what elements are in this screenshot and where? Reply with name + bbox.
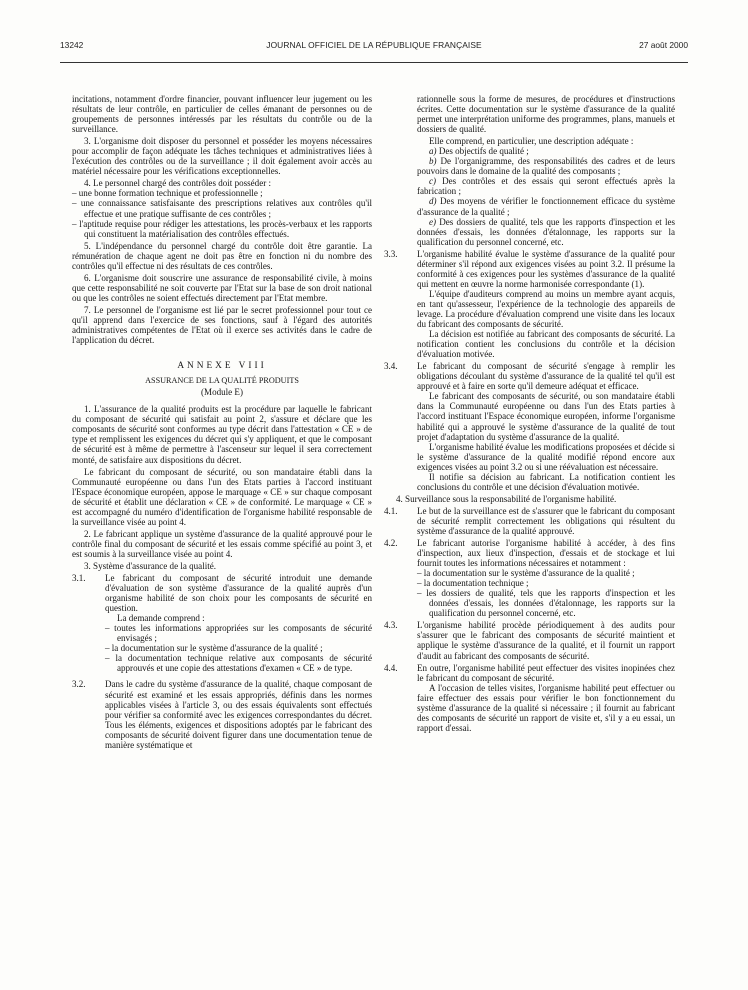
annex-title: ANNEXE VIII (177, 361, 267, 372)
section-number: 3.1. (72, 573, 86, 584)
list-item: – la documentation sur le système d'assurance de la qualité ; (417, 568, 635, 579)
paragraph: En outre, l'organisme habilité peut effectuer des visites inopinées chez le fabricant du composant de sécurité. (417, 662, 675, 683)
list-item: – une connaissance satisfaisante des prescriptions relatives aux contrôles qu'il effectue et une pratique suffisante de ces contrôles ; (72, 198, 372, 219)
numbered-paragraph (384, 361, 675, 391)
item-text: Des dossiers de qualité, tels que les rapports d'inspection et les données d'essais, les données d'étalonnage, les rapports sur la qualification du personnel concerné, etc. (417, 216, 676, 247)
item-text: Des objectifs de qualité ; (438, 146, 529, 157)
publication-date: 27 août 2000 (639, 40, 688, 50)
paragraph: 5. L'indépendance du personnel chargé du contrôle doit être garantie. La rémunération de chaque agent ne doit pas être en fonction ni du nombre des contrôles qu'il effectue ni des résultats de ces contrôles. (72, 240, 372, 271)
paragraph: rationnelle sous la forme de mesures, de procédures et d'instructions écrites. Cette documentation sur le système d'assurance de la qualité permet une interprétation uniforme des programmes, plans, manuels et dossiers de qualité. (417, 94, 675, 135)
paragraph: Le fabricant autorise l'organisme habilité à accéder, à des fins d'inspection, aux lieux d'inspection, d'essais et de stockage et lui fournit toutes les informations nécessaires et notamment : (417, 538, 675, 569)
section-number: 4.4. (384, 662, 398, 673)
item-letter: b) (429, 156, 437, 167)
paragraph: 3. L'organisme doit disposer du personnel et posséder les moyens nécessaires pour accomplir de façon adéquate les tâches techniques et administratives liées à l'exécution des contrôles ou de la surveillance ; il doit également avoir accès au matériel nécessaire pour les vérifications exceptionnelles. (72, 136, 372, 177)
section-number: 4.3. (384, 620, 398, 631)
numbered-paragraph (384, 249, 675, 289)
numbered-paragraph (384, 620, 675, 660)
paragraph: Le but de la surveillance est de s'assurer que le fabricant du composant de sécurité remplit correctement les obligations qui résultent du système d'assurance de la qualité approuvé. (417, 505, 675, 536)
list-item: – une bonne formation technique et professionnelle ; (72, 188, 263, 199)
right-column (384, 94, 675, 733)
page-number: 13242 (60, 40, 84, 50)
paragraph: Le fabricant des composants de sécurité, ou son mandataire établi dans la Communauté européenne ou dans l'un des Etats parties à l'accord instituant l'Espace économique européen, informe l'organisme habilité qui a approuvé le système d'assurance de la qualité de tout projet d'adaptation du système d'assurance de la qualité. (417, 391, 675, 442)
paragraph: L'organisme habilité évalue les modifications proposées et décide si le système d'assurance de la qualité modifié répond encore aux exigences visées au point 3.2 ou si une réévaluation est nécessaire. (417, 441, 675, 472)
numbered-paragraph (72, 573, 372, 613)
annex-module: (Module E) (201, 387, 243, 398)
paragraph: Le fabricant du composant de sécurité, ou son mandataire établi dans la Communauté européenne ou dans l'un des Etats parties à l'accord instituant l'Espace économique européen, appose le marquage « CE » sur chaque composant de sécurité et établit une déclaration « CE » de conformité. Le marquage « CE » est accompagné du numéro d'identification de l'organisme habilité responsable de la surveillance visée au point 4. (72, 466, 372, 527)
item-text: Des contrôles et des essais qui seront effectués après la fabrication ; (417, 176, 675, 197)
paragraph: 6. L'organisme doit souscrire une assurance de responsabilité civile, à moins que cette responsabilité ne soit couverte par l'Etat sur la base de son droit national ou que les contrôles ne soient effectués directement par l'Etat membre. (72, 272, 372, 303)
left-column (72, 94, 372, 750)
paragraph: 4. Le personnel chargé des contrôles doit posséder : (84, 178, 271, 189)
list-item: – la documentation sur le système d'assurance de la qualité ; (105, 643, 323, 654)
paragraph: 7. Le personnel de l'organisme est lié par le secret professionnel pour tout ce qu'il apprend dans l'exercice de ses fonctions, sauf à l'égard des autorités administratives compétentes de l'Etat où il exerce ses activités dans le cadre de l'application du décret. (72, 304, 372, 346)
annex-subtitle: ASSURANCE DE LA QUALITÉ PRODUITS (145, 376, 299, 386)
list-item (384, 156, 675, 176)
list-item (384, 176, 675, 196)
numbered-paragraph (72, 679, 372, 749)
paragraph: L'organisme habilité procède périodiquement à des audits pour s'assurer que le fabricant des composants de sécurité maintient et applique le système d'assurance de la qualité, et il fournit un rapport d'audit au fabricant des composants de sécurité. (417, 620, 675, 661)
journal-title: JOURNAL OFFICIEL DE LA RÉPUBLIQUE FRANÇAISE (266, 40, 482, 50)
paragraph: A l'occasion de telles visites, l'organisme habilité peut effectuer ou faire effectuer des essais pour vérifier le bon fonctionnement du système d'assurance de la qualité si nécessaire ; il fournit au fabricant des composants de sécurité un rapport de visite et, s'il y a eu essai, un rapport d'essai. (417, 682, 675, 733)
list-item: – toutes les informations appropriées sur les composants de sécurité envisagés ; (105, 623, 372, 644)
paragraph: 3. Système d'assurance de la qualité. (84, 560, 217, 571)
list-item (384, 196, 675, 216)
section-number: 4.2. (384, 538, 398, 549)
section-number: 3.4. (384, 361, 398, 372)
numbered-paragraph (384, 663, 675, 683)
list-item: – les dossiers de qualité, tels que les rapports d'inspection et les données d'essais, les données d'étalonnage, les rapports sur la qualification du personnel concerné, etc. (417, 588, 675, 619)
paragraph: Il notifie sa décision au fabricant. La notification contient les conclusions du contrôle et une décision d'évaluation motivée. (417, 471, 675, 492)
paragraph: L'organisme habilité évalue le système d'assurance de la qualité pour déterminer s'il répond aux exigences visées au point 3.2. Il présume la conformité à ces exigences pour les systèmes d'assurance de la qualité qui mettent en œuvre la norme harmonisée correspondante (1). (417, 248, 675, 289)
paragraph: Dans le cadre du système d'assurance de la qualité, chaque composant de sécurité est examiné et les essais appropriés, définis dans les normes applicables visées à l'article 3, ou des essais équivalents sont effectués pour vérifier sa conformité avec les exigences correspondantes du décret. Tous les éléments, exigences et dispositions adoptés par le fabricant des composants de sécurité doivent figurer dans une documentation tenue de manière systématique et (105, 679, 372, 750)
paragraph: La demande comprend : (117, 613, 205, 624)
item-text: De l'organigramme, des responsabilités des cadres et de leurs pouvoirs dans le domaine de la qualité des composants ; (417, 156, 675, 177)
list-item (384, 217, 675, 247)
item-letter: a) (429, 146, 437, 157)
paragraph: 2. Le fabricant applique un système d'assurance de la qualité approuvé pour le contrôle final du composant de sécurité et les essais comme spécifié au point 3, et est soumis à la surveillance visée au point 4. (72, 528, 372, 559)
list-item (384, 146, 675, 156)
paragraph: Le fabricant du composant de sécurité introduit une demande d'évaluation de son système d'assurance de la qualité auprès d'un organisme habilité de son choix pour les composants de sécurité en question. (105, 573, 372, 614)
numbered-paragraph (384, 506, 675, 536)
list-item: – la documentation technique relative aux composants de sécurité approuvés et une copie des attestations d'examen « CE » de type. (105, 653, 372, 674)
section-number: 3.3. (384, 248, 398, 259)
item-text: Des moyens de vérifier le fonctionnement efficace du système d'assurance de la qualité ; (417, 196, 676, 217)
item-letter: c) (429, 176, 437, 187)
paragraph: 4. Surveillance sous la responsabilité de l'organisme habilité. (396, 493, 617, 504)
numbered-paragraph (384, 538, 675, 568)
paragraph: incitations, notamment d'ordre financier, pouvant influencer leur jugement ou les résultats de leur contrôle, en particulier de celles émanant de personnes ou de groupements de personnes intéressés par les résultats du contrôle ou de la surveillance. (72, 94, 372, 135)
list-item: – la documentation technique ; (417, 578, 529, 589)
paragraph: Elle comprend, en particulier, une description adéquate : (429, 136, 634, 147)
section-number: 4.1. (384, 505, 398, 516)
paragraph: L'équipe d'auditeurs comprend au moins un membre ayant acquis, en tant qu'assesseur, l'expérience de la technologie des appareils de levage. La procédure d'évaluation comprend une visite dans les locaux du fabricant des composants de sécurité. (417, 288, 675, 330)
list-item: – l'aptitude requise pour rédiger les attestations, les procès-verbaux et les rapports qui constituent la matérialisation des contrôles effectués. (72, 218, 372, 239)
paragraph: 1. L'assurance de la qualité produits est la procédure par laquelle le fabricant du composant de sécurité qui satisfait au point 2, s'assure et déclare que les composants de sécurité sont conformes au type décrit dans l'attestation « CE » de type et remplissent les exigences du décret qui s'y appliquent, et que le composant de sécurité est à même de permettre à l'ascenseur sur lequel il sera correctement monté, de satisfaire aux dispositions du décret. (72, 404, 372, 465)
item-letter: d) (429, 196, 437, 207)
item-letter: e) (429, 216, 437, 227)
paragraph: Le fabricant du composant de sécurité s'engage à remplir les obligations découlant du système d'assurance de la qualité tel qu'il est approuvé et à faire en sorte qu'il demeure adéquat et efficace. (417, 361, 675, 392)
paragraph: La décision est notifiée au fabricant des composants de sécurité. La notification contient les conclusions du contrôle et la décision d'évaluation motivée. (417, 329, 675, 360)
header-rule (60, 62, 688, 63)
section-number: 3.2. (72, 679, 86, 690)
